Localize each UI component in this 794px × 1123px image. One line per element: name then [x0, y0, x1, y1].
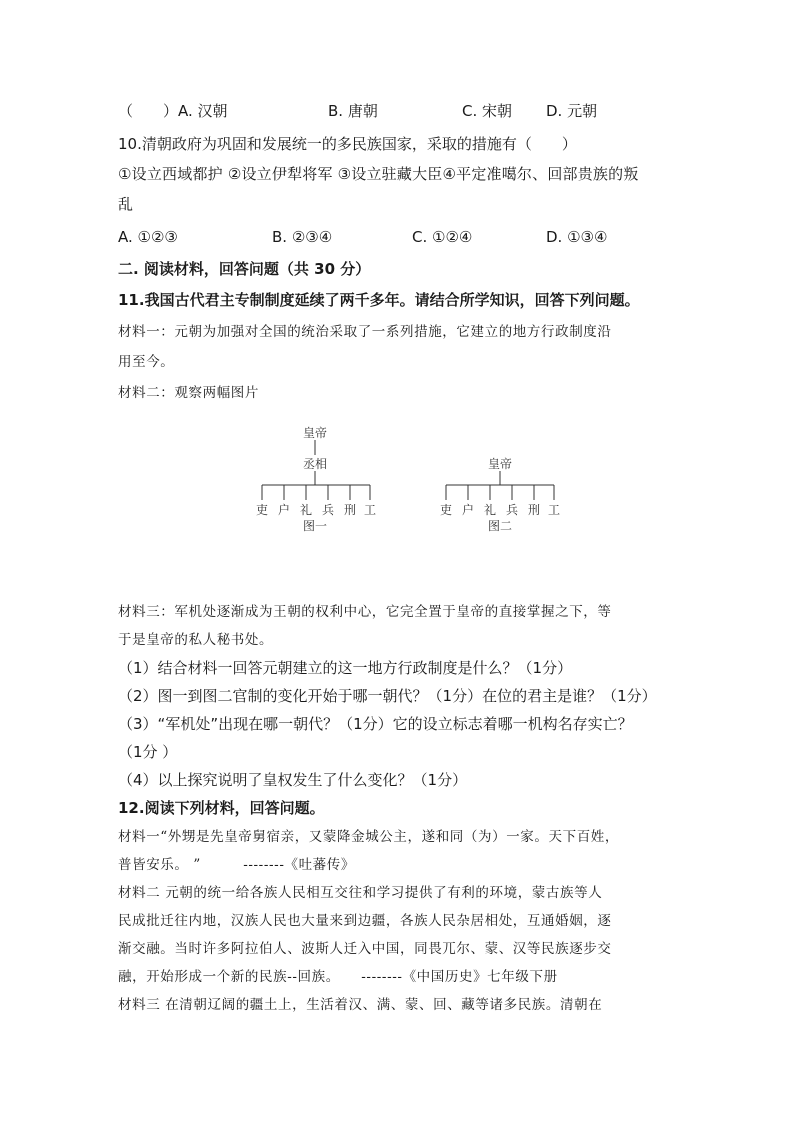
q9-option-d: D. 元朝 [546, 102, 598, 120]
q11-subquestion-3: （3）“军机处”出现在哪一朝代？（1分）它的设立标志着哪一机构名存实亡？ [118, 715, 633, 733]
figure-two [440, 456, 560, 533]
q12-material-2-line4: 融，开始形成一个新的民族--回族。 --------《中国历史》七年级下册 [118, 969, 558, 985]
q11-material-1-cont: 用至今。 [118, 354, 175, 370]
fig1-ministry-revenue: 户 [277, 503, 291, 517]
fig1-ministry-justice: 刑 [343, 503, 357, 517]
fig2-emperor: 皇帝 [487, 457, 513, 471]
q11-material-3-cont: 于是皇帝的私人秘书处。 [118, 632, 274, 648]
fig1-caption: 图一 [302, 519, 328, 533]
q12-material-3: 材料三 在清朝辽阔的疆土上，生活着汉、满、蒙、回、藏等诸多民族。清朝在 [118, 997, 603, 1013]
q11-subquestion-3-cont: （1分 ） [118, 743, 178, 761]
q12-material-2-line2: 民成批迁往内地，汉族人民也大量来到边疆，各族人民杂居相处，互通婚姻，逐 [118, 913, 612, 929]
q12-material-2: 材料二 元朝的统一给各族人民相互交往和学习提供了有利的环境，蒙古族等人 [118, 885, 603, 901]
fig1-ministry-war: 兵 [321, 503, 335, 517]
q10-option-a: A. ①②③ [118, 228, 178, 246]
q11-subquestion-2: （2）图一到图二官制的变化开始于哪一朝代？（1分）在位的君主是谁？（1分） [118, 687, 657, 705]
q12-material-1: 材料一“外甥是先皇帝舅宿亲，又蒙降金城公主，遂和同（为）一家。天下百姓， [118, 829, 620, 845]
q11-material-1: 材料一：元朝为加强对全国的统治采取了一系列措施，它建立的地方行政制度沿 [118, 324, 612, 340]
q9-option-c: C. 宋朝 [462, 102, 513, 120]
government-structure-diagram [240, 420, 580, 540]
q11-subquestion-1: （1）结合材料一回答元朝建立的这一地方行政制度是什么？（1分） [118, 659, 573, 677]
fig1-ministry-rites: 礼 [299, 503, 313, 517]
fig1-ministry-works: 工 [363, 503, 377, 517]
q12-stem: 12.阅读下列材料，回答问题。 [118, 799, 325, 817]
q10-items-cont: 乱 [118, 195, 134, 213]
q12-material-1-cont: 普皆安乐。 ” --------《吐蕃传》 [118, 857, 355, 873]
fig2-ministry-works: 工 [547, 503, 561, 517]
q10-items: ①设立西域都护 ②设立伊犁将军 ③设立驻藏大臣④平定准噶尔、回部贵族的叛 [118, 165, 639, 183]
fig2-ministry-revenue: 户 [461, 503, 475, 517]
fig2-ministry-personnel: 吏 [439, 503, 453, 517]
fig2-ministry-rites: 礼 [483, 503, 497, 517]
fig2-ministry-justice: 刑 [527, 503, 541, 517]
q11-material-2: 材料二：观察两幅图片 [118, 385, 259, 401]
q11-stem: 11.我国古代君主专制制度延续了两千多年。请结合所学知识，回答下列问题。 [118, 291, 640, 309]
q10-option-d: D. ①③④ [546, 228, 608, 246]
q10-option-c: C. ①②④ [412, 228, 473, 246]
fig2-caption: 图二 [487, 519, 513, 533]
q9-option-b: B. 唐朝 [328, 102, 378, 120]
q9-option-a: （ ）A. 汉朝 [118, 102, 228, 120]
figure-one [256, 425, 376, 533]
q12-material-2-line3: 渐交融。当时许多阿拉伯人、波斯人迁入中国，同畏兀尔、蒙、汉等民族逐步交 [118, 941, 612, 957]
fig1-emperor: 皇帝 [302, 426, 328, 440]
q11-subquestion-4: （4）以上探究说明了皇权发生了什么变化？（1分） [118, 771, 468, 789]
fig1-ministry-personnel: 吏 [255, 503, 269, 517]
fig1-chancellor: 丞相 [302, 457, 328, 471]
q11-material-3: 材料三：军机处逐渐成为王朝的权利中心，它完全置于皇帝的直接掌握之下，等 [118, 604, 612, 620]
q10-option-b: B. ②③④ [272, 228, 333, 246]
q10-stem: 10.清朝政府为巩固和发展统一的多民族国家，采取的措施有（ ） [118, 135, 577, 153]
fig2-ministry-war: 兵 [505, 503, 519, 517]
section-title: 二. 阅读材料，回答问题（共 30 分） [118, 260, 371, 278]
